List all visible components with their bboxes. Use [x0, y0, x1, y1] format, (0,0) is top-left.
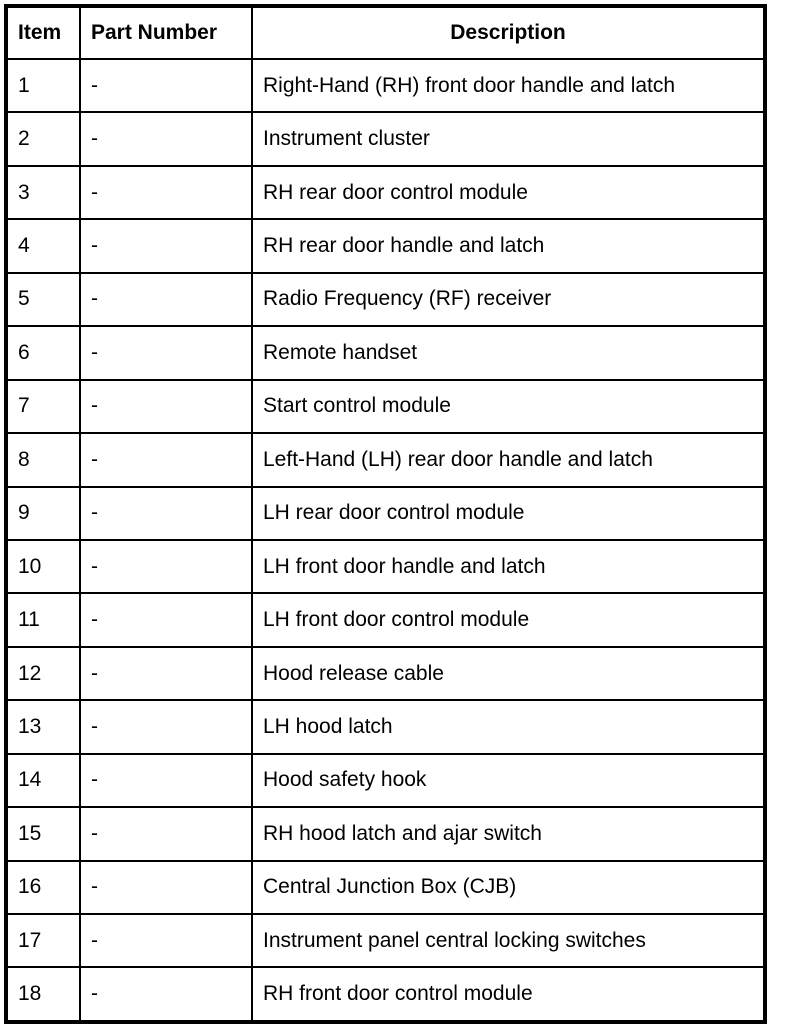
description-cell: Instrument cluster [252, 112, 765, 165]
table-row [6, 112, 765, 165]
part-number-cell: - [80, 754, 252, 807]
table-row [6, 540, 765, 593]
description-cell: RH rear door handle and latch [252, 219, 765, 272]
item-cell: 18 [6, 967, 80, 1022]
table-row [6, 433, 765, 486]
item-cell: 7 [6, 380, 80, 433]
description-cell: Hood safety hook [252, 754, 765, 807]
table-row [6, 914, 765, 967]
table-row [6, 754, 765, 807]
item-cell: 2 [6, 112, 80, 165]
part-number-cell: - [80, 112, 252, 165]
part-number-cell: - [80, 487, 252, 540]
table-row [6, 647, 765, 700]
table-row [6, 967, 765, 1022]
description-cell: Start control module [252, 380, 765, 433]
description-cell: Right-Hand (RH) front door handle and latch [252, 59, 765, 112]
table-row [6, 861, 765, 914]
parts-table [4, 4, 767, 1024]
part-number-cell: - [80, 861, 252, 914]
description-cell: LH rear door control module [252, 487, 765, 540]
part-number-cell: - [80, 433, 252, 486]
table-row [6, 700, 765, 753]
description-cell: Left-Hand (LH) rear door handle and latch [252, 433, 765, 486]
item-cell: 14 [6, 754, 80, 807]
item-cell: 1 [6, 59, 80, 112]
part-number-cell: - [80, 166, 252, 219]
part-number-cell: - [80, 700, 252, 753]
item-cell: 8 [6, 433, 80, 486]
part-number-cell: - [80, 273, 252, 326]
part-number-cell: - [80, 326, 252, 379]
description-cell: Instrument panel central locking switches [252, 914, 765, 967]
part-number-cell: - [80, 967, 252, 1022]
header-row [6, 6, 765, 59]
table-row [6, 487, 765, 540]
item-cell: 6 [6, 326, 80, 379]
table-row [6, 273, 765, 326]
item-cell: 13 [6, 700, 80, 753]
header-description: Description [252, 6, 765, 59]
item-cell: 11 [6, 593, 80, 646]
description-cell: Radio Frequency (RF) receiver [252, 273, 765, 326]
part-number-cell: - [80, 380, 252, 433]
part-number-cell: - [80, 807, 252, 860]
item-cell: 3 [6, 166, 80, 219]
table-row [6, 219, 765, 272]
table-row [6, 166, 765, 219]
header-part-number: Part Number [80, 6, 252, 59]
description-cell: Hood release cable [252, 647, 765, 700]
table-row [6, 326, 765, 379]
table-row [6, 380, 765, 433]
description-cell: RH front door control module [252, 967, 765, 1022]
item-cell: 4 [6, 219, 80, 272]
description-cell: RH rear door control module [252, 166, 765, 219]
part-number-cell: - [80, 540, 252, 593]
part-number-cell: - [80, 914, 252, 967]
part-number-cell: - [80, 219, 252, 272]
header-item: Item [6, 6, 80, 59]
item-cell: 12 [6, 647, 80, 700]
table-row [6, 593, 765, 646]
part-number-cell: - [80, 59, 252, 112]
item-cell: 10 [6, 540, 80, 593]
description-cell: LH hood latch [252, 700, 765, 753]
part-number-cell: - [80, 593, 252, 646]
description-cell: LH front door control module [252, 593, 765, 646]
item-cell: 16 [6, 861, 80, 914]
description-cell: RH hood latch and ajar switch [252, 807, 765, 860]
table-row [6, 807, 765, 860]
description-cell: LH front door handle and latch [252, 540, 765, 593]
part-number-cell: - [80, 647, 252, 700]
item-cell: 5 [6, 273, 80, 326]
description-cell: Central Junction Box (CJB) [252, 861, 765, 914]
item-cell: 17 [6, 914, 80, 967]
item-cell: 9 [6, 487, 80, 540]
table-row [6, 59, 765, 112]
description-cell: Remote handset [252, 326, 765, 379]
item-cell: 15 [6, 807, 80, 860]
